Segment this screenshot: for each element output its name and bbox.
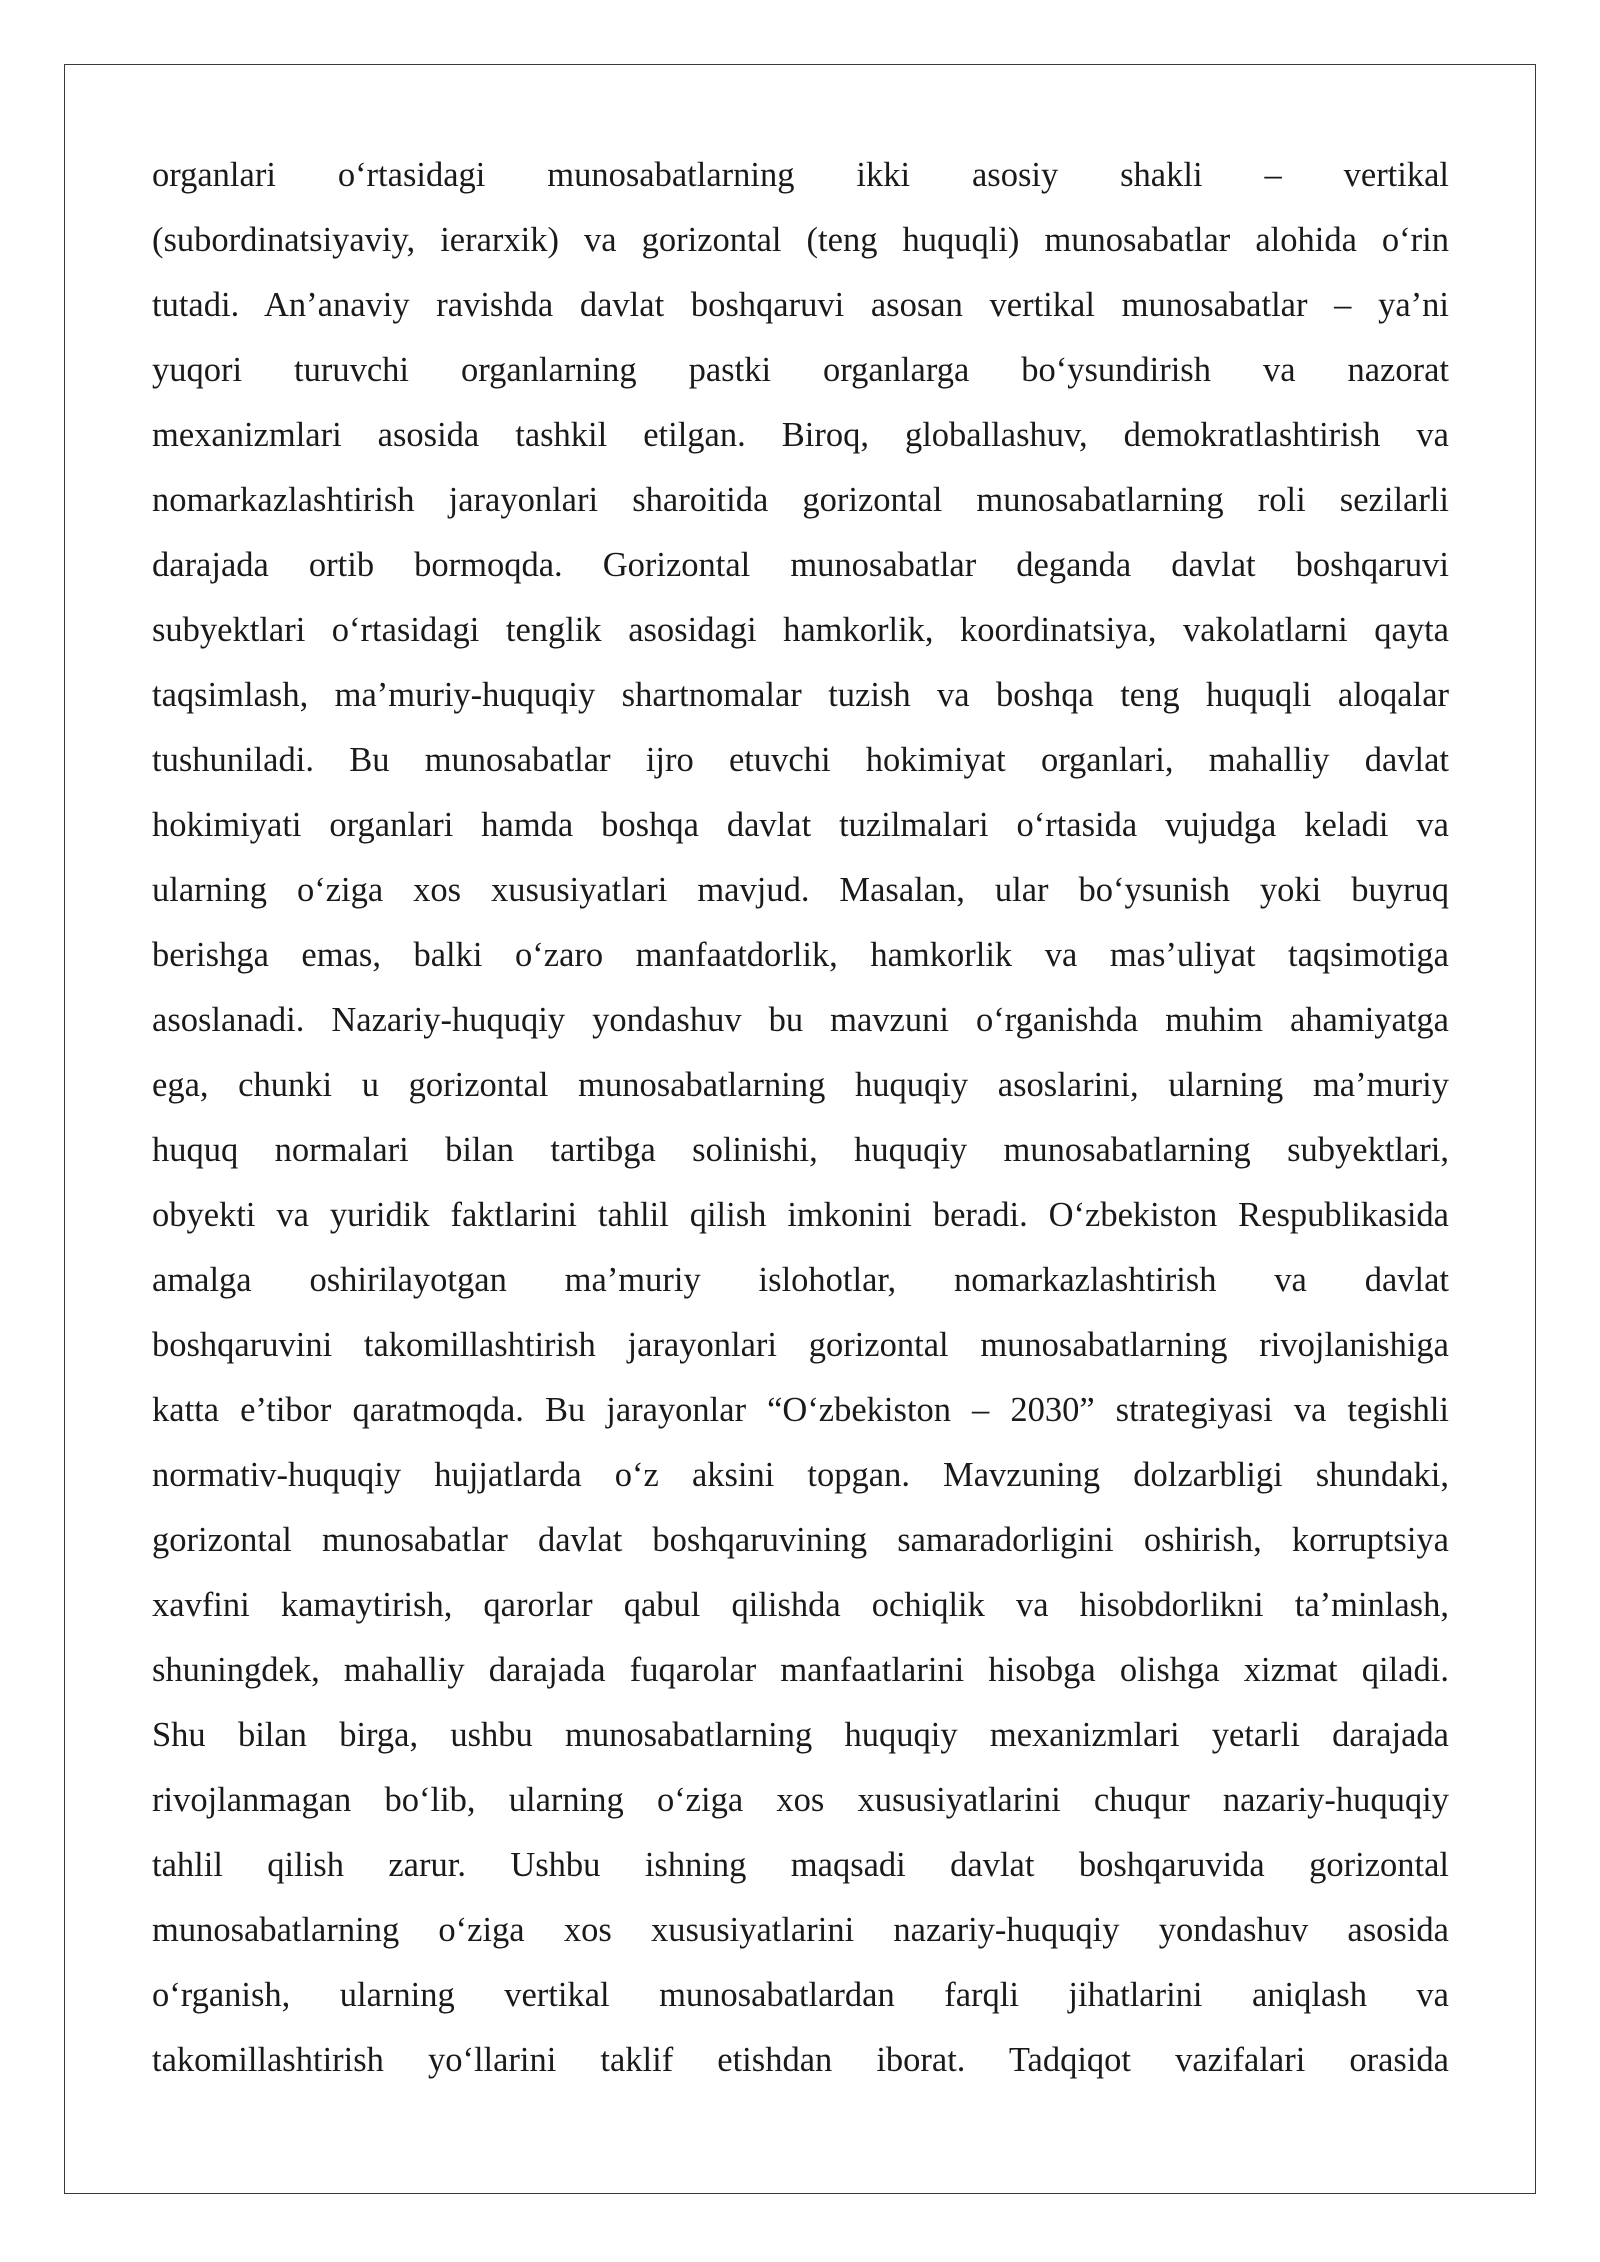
text-line: tutadi. An’anaviy ravishda davlat boshqaruvi asosan vertikal munosabatlar – ya’ni	[152, 286, 1449, 324]
text-line: amalga oshirilayotgan ma’muriy islohotlar, nomarkazlashtirish va davlat	[152, 1261, 1449, 1299]
text-line: mexanizmlari asosida tashkil etilgan. Biroq, globallashuv, demokratlashtirish va	[152, 416, 1449, 454]
text-line: boshqaruvini takomillashtirish jarayonlari gorizontal munosabatlarning rivojlanishiga	[152, 1326, 1449, 1364]
text-line: munosabatlarning o‘ziga xos xususiyatlarini nazariy-huquqiy yondashuv asosida	[152, 1911, 1449, 1949]
text-line: huquq normalari bilan tartibga solinishi, huquqiy munosabatlarning subyektlari,	[152, 1131, 1449, 1169]
text-line: nomarkazlashtirish jarayonlari sharoitida gorizontal munosabatlarning roli sezilarli	[152, 481, 1449, 519]
text-line: ega, chunki u gorizontal munosabatlarning huquqiy asoslarini, ularning ma’muriy	[152, 1066, 1449, 1104]
text-line: berishga emas, balki o‘zaro manfaatdorlik, hamkorlik va mas’uliyat taqsimotiga	[152, 936, 1449, 974]
text-line: tahlil qilish zarur. Ushbu ishning maqsadi davlat boshqaruvida gorizontal	[152, 1846, 1449, 1884]
text-line: obyekti va yuridik faktlarini tahlil qilish imkonini beradi. O‘zbekiston Respublikasida	[152, 1196, 1449, 1234]
text-line: ularning o‘ziga xos xususiyatlari mavjud. Masalan, ular bo‘ysunish yoki buyruq	[152, 871, 1449, 909]
text-line: taqsimlash, ma’muriy-huquqiy shartnomalar tuzish va boshqa teng huquqli aloqalar	[152, 676, 1449, 714]
body-paragraph	[152, 143, 1449, 2093]
text-line: tushuniladi. Bu munosabatlar ijro etuvchi hokimiyat organlari, mahalliy davlat	[152, 741, 1449, 779]
text-line: darajada ortib bormoqda. Gorizontal munosabatlar deganda davlat boshqaruvi	[152, 546, 1449, 584]
text-line: subyektlari o‘rtasidagi tenglik asosidagi hamkorlik, koordinatsiya, vakolatlarni qayta	[152, 611, 1449, 649]
text-line: shuningdek, mahalliy darajada fuqarolar manfaatlarini hisobga olishga xizmat qiladi.	[152, 1651, 1449, 1689]
text-line: katta e’tibor qaratmoqda. Bu jarayonlar “O‘zbekiston – 2030” strategiyasi va tegishli	[152, 1391, 1449, 1429]
text-line: Shu bilan birga, ushbu munosabatlarning huquqiy mexanizmlari yetarli darajada	[152, 1716, 1449, 1754]
text-line: takomillashtirish yo‘llarini taklif etishdan iborat. Tadqiqot vazifalari orasida	[152, 2041, 1449, 2079]
text-line: normativ-huquqiy hujjatlarda o‘z aksini topgan. Mavzuning dolzarbligi shundaki,	[152, 1456, 1449, 1494]
text-line: hokimiyati organlari hamda boshqa davlat tuzilmalari o‘rtasida vujudga keladi va	[152, 806, 1449, 844]
text-line: asoslanadi. Nazariy-huquqiy yondashuv bu mavzuni o‘rganishda muhim ahamiyatga	[152, 1001, 1449, 1039]
text-line: (subordinatsiyaviy, ierarxik) va gorizontal (teng huquqli) munosabatlar alohida o‘rin	[152, 221, 1449, 259]
text-line: xavfini kamaytirish, qarorlar qabul qilishda ochiqlik va hisobdorlikni ta’minlash,	[152, 1586, 1449, 1624]
text-line: organlari o‘rtasidagi munosabatlarning ikki asosiy shakli – vertikal	[152, 156, 1449, 194]
text-line: yuqori turuvchi organlarning pastki organlarga bo‘ysundirish va nazorat	[152, 351, 1449, 389]
text-line: gorizontal munosabatlar davlat boshqaruvining samaradorligini oshirish, korruptsiya	[152, 1521, 1449, 1559]
text-line: rivojlanmagan bo‘lib, ularning o‘ziga xos xususiyatlarini chuqur nazariy-huquqiy	[152, 1781, 1449, 1819]
text-line: o‘rganish, ularning vertikal munosabatlardan farqli jihatlarini aniqlash va	[152, 1976, 1449, 2014]
